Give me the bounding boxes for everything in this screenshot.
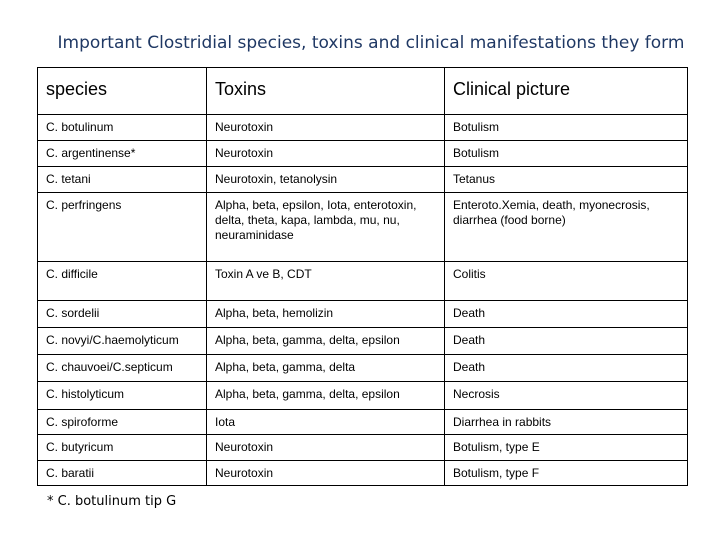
toxins-cell: Neurotoxin (207, 461, 445, 486)
clostridia-table (37, 67, 688, 486)
table-row (38, 262, 688, 301)
table-row (38, 435, 688, 461)
species-cell: C. novyi/C.haemolyticum (38, 328, 207, 355)
species-cell: C. sordelii (38, 301, 207, 328)
toxins-cell: Alpha, beta, epsilon, Iota, enterotoxin, delta, theta, kapa, lambda, mu, nu, neuraminidase (207, 193, 445, 262)
clinical-cell: Death (445, 328, 688, 355)
clinical-cell: Botulism (445, 141, 688, 167)
species-cell: C. botulinum (38, 115, 207, 141)
toxins-cell: Neurotoxin, tetanolysin (207, 167, 445, 193)
clinical-cell: Diarrhea in rabbits (445, 410, 688, 435)
table-row (38, 461, 688, 486)
clinical-cell: Botulism, type E (445, 435, 688, 461)
toxins-cell: Alpha, beta, gamma, delta, epsilon (207, 382, 445, 410)
table-row (38, 382, 688, 410)
clinical-cell: Death (445, 301, 688, 328)
toxins-cell: Toxin A ve B, CDT (207, 262, 445, 301)
toxins-cell: Neurotoxin (207, 141, 445, 167)
toxins-cell: Alpha, beta, gamma, delta (207, 355, 445, 382)
table-row (38, 410, 688, 435)
species-cell: C. tetani (38, 167, 207, 193)
header-species: species (38, 68, 207, 115)
clinical-cell: Necrosis (445, 382, 688, 410)
table-row (38, 355, 688, 382)
clinical-cell: Botulism, type F (445, 461, 688, 486)
toxins-cell: Iota (207, 410, 445, 435)
species-cell: C. difficile (38, 262, 207, 301)
table-row (38, 141, 688, 167)
toxins-cell: Alpha, beta, gamma, delta, epsilon (207, 328, 445, 355)
toxins-cell: Neurotoxin (207, 435, 445, 461)
clinical-cell: Tetanus (445, 167, 688, 193)
clinical-cell: Colitis (445, 262, 688, 301)
species-cell: C. baratii (38, 461, 207, 486)
table-header-row (38, 68, 688, 115)
species-cell: C. spiroforme (38, 410, 207, 435)
toxins-cell: Alpha, beta, hemolizin (207, 301, 445, 328)
table-row (38, 167, 688, 193)
table-row (38, 301, 688, 328)
species-cell: C. histolyticum (38, 382, 207, 410)
species-cell: C. perfringens (38, 193, 207, 262)
table-row (38, 115, 688, 141)
toxins-cell: Neurotoxin (207, 115, 445, 141)
page-title: Important Clostridial species, toxins and clinical manifestations they form (57, 33, 685, 53)
header-clinical-picture: Clinical picture (445, 68, 688, 115)
clinical-cell: Death (445, 355, 688, 382)
species-cell: C. argentinense* (38, 141, 207, 167)
clinical-cell: Botulism (445, 115, 688, 141)
table-row (38, 328, 688, 355)
table-row (38, 193, 688, 262)
footnote: * C. botulinum tip G (47, 494, 177, 509)
header-toxins: Toxins (207, 68, 445, 115)
clinical-cell: Enteroto.Xemia, death, myonecrosis, diarrhea (food borne) (445, 193, 688, 262)
species-cell: C. chauvoei/C.septicum (38, 355, 207, 382)
species-cell: C. butyricum (38, 435, 207, 461)
